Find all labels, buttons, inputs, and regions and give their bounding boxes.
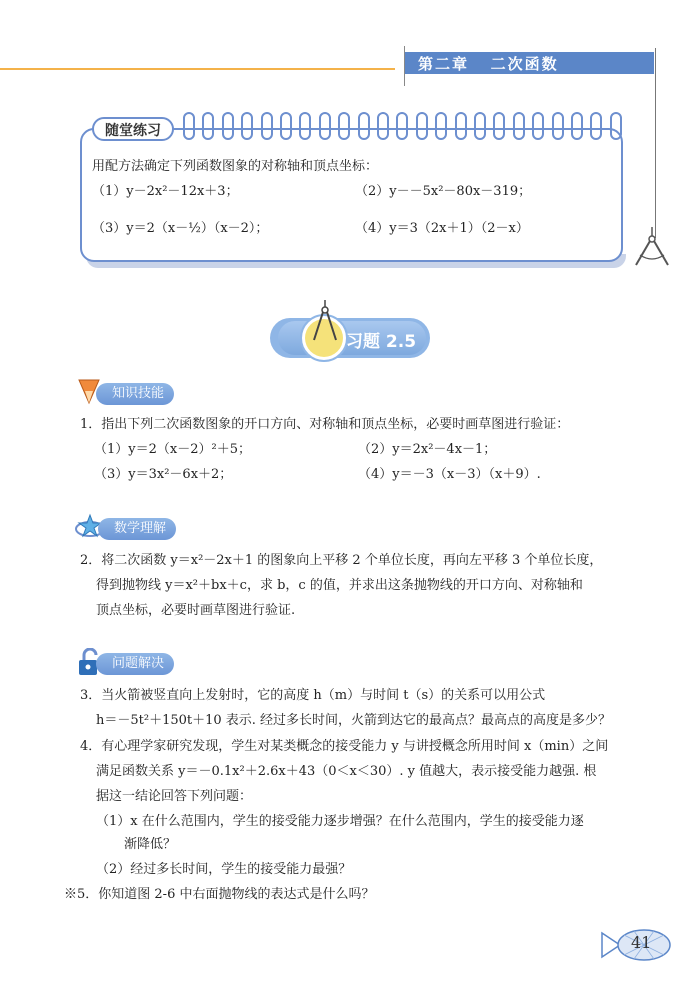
spiral-coil <box>493 112 505 140</box>
spiral-coil <box>241 112 253 140</box>
spiral-coil <box>319 112 331 140</box>
spiral-coil <box>261 112 273 140</box>
practice-tag: 随堂练习 <box>92 117 174 141</box>
compass-icon <box>628 225 676 270</box>
chapter-title: 第二章 二次函数 <box>418 55 559 73</box>
q1-item-3: （3）y＝3x²－6x＋2； <box>94 467 233 482</box>
spiral-coil <box>474 112 486 140</box>
exercise-title: 习题 2.5 <box>346 332 417 352</box>
compass-badge-icon <box>308 298 342 346</box>
q4-sub-2: （2）经过多长时间，学生的接受能力最强？ <box>96 862 352 877</box>
spiral-coil <box>377 112 389 140</box>
spiral-coil <box>202 112 214 140</box>
page-number: 41 <box>631 933 652 952</box>
q3-line-2: h＝－5t²＋150t＋10 表示. 经过多长时间，火箭到达它的最高点？最高点的高度是多少？ <box>96 713 612 728</box>
spiral-coil <box>183 112 195 140</box>
spiral-coil <box>222 112 234 140</box>
q4-line-2: 满足函数关系 y＝－0.1x²＋2.6x＋43（0＜x＜30）. y 值越大，表示接受能力越强. 根 <box>96 764 597 779</box>
question-1: 1．指出下列二次函数图象的开口方向、对称轴和顶点坐标，必要时画草图进行验证： <box>80 417 570 432</box>
spiral-coil <box>455 112 467 140</box>
practice-item-3: （3）y＝2（x－½）（x－2）； <box>92 221 269 236</box>
spiral-coil <box>280 112 292 140</box>
q4-line-3: 据这一结论回答下列问题： <box>96 789 253 804</box>
q2-line-1: 2．将二次函数 y＝x²－2x＋1 的图象向上平移 2 个单位长度，再向左平移 3 个单位长度， <box>80 553 603 568</box>
spiral-coil <box>338 112 350 140</box>
spiral-coil <box>513 112 525 140</box>
q1-item-4: （4）y＝－3（x－3）（x＋9）. <box>358 467 541 482</box>
spiral-coil <box>552 112 564 140</box>
q4-line-1: 4．有心理学家研究发现，学生对某类概念的接受能力 y 与讲授概念所用时间 x（min）之间 <box>80 739 609 754</box>
spiral-coil <box>610 112 622 140</box>
section-label-understanding: 数学理解 <box>98 518 176 540</box>
practice-item-2: （2）y－－5x²－80x－319； <box>355 184 532 199</box>
q4-sub-1-cont: 渐降低？ <box>124 837 177 852</box>
spiral-coil <box>299 112 311 140</box>
spiral-coil <box>571 112 583 140</box>
spiral-coil <box>590 112 602 140</box>
question-5: ※5．你知道图 2-6 中右面抛物线的表达式是什么吗？ <box>64 887 375 902</box>
q2-line-2: 得到抛物线 y＝x²＋bx＋c，求 b，c 的值，并求出这条抛物线的开口方向、对称轴和 <box>96 578 583 593</box>
section-label-problem-solving: 问题解决 <box>96 653 174 675</box>
margin-line <box>655 48 656 238</box>
header-divider <box>404 46 405 86</box>
section-label-skills: 知识技能 <box>96 383 174 405</box>
spiral-coil <box>358 112 370 140</box>
spiral-coil <box>396 112 408 140</box>
q4-sub-1: （1）x 在什么范围内，学生的接受能力逐步增强？在什么范围内，学生的接受能力逐 <box>96 814 584 829</box>
q1-item-2: （2）y＝2x²－4x－1； <box>358 442 497 457</box>
q2-line-3: 顶点坐标，必要时画草图进行验证. <box>96 603 296 618</box>
spiral-coil <box>532 112 544 140</box>
practice-item-1: （1）y－2x²－12x＋3； <box>92 184 239 199</box>
q3-line-1: 3．当火箭被竖直向上发射时，它的高度 h（m）与时间 t（s）的关系可以用公式 <box>80 688 546 703</box>
q1-item-1: （1）y＝2（x－2）²＋5； <box>94 442 251 457</box>
practice-item-4: （4）y＝3（2x＋1）（2－x） <box>355 221 529 236</box>
spiral-coil <box>416 112 428 140</box>
practice-instruction: 用配方法确定下列函数图象的对称轴和顶点坐标： <box>92 159 379 174</box>
spiral-coil <box>435 112 447 140</box>
